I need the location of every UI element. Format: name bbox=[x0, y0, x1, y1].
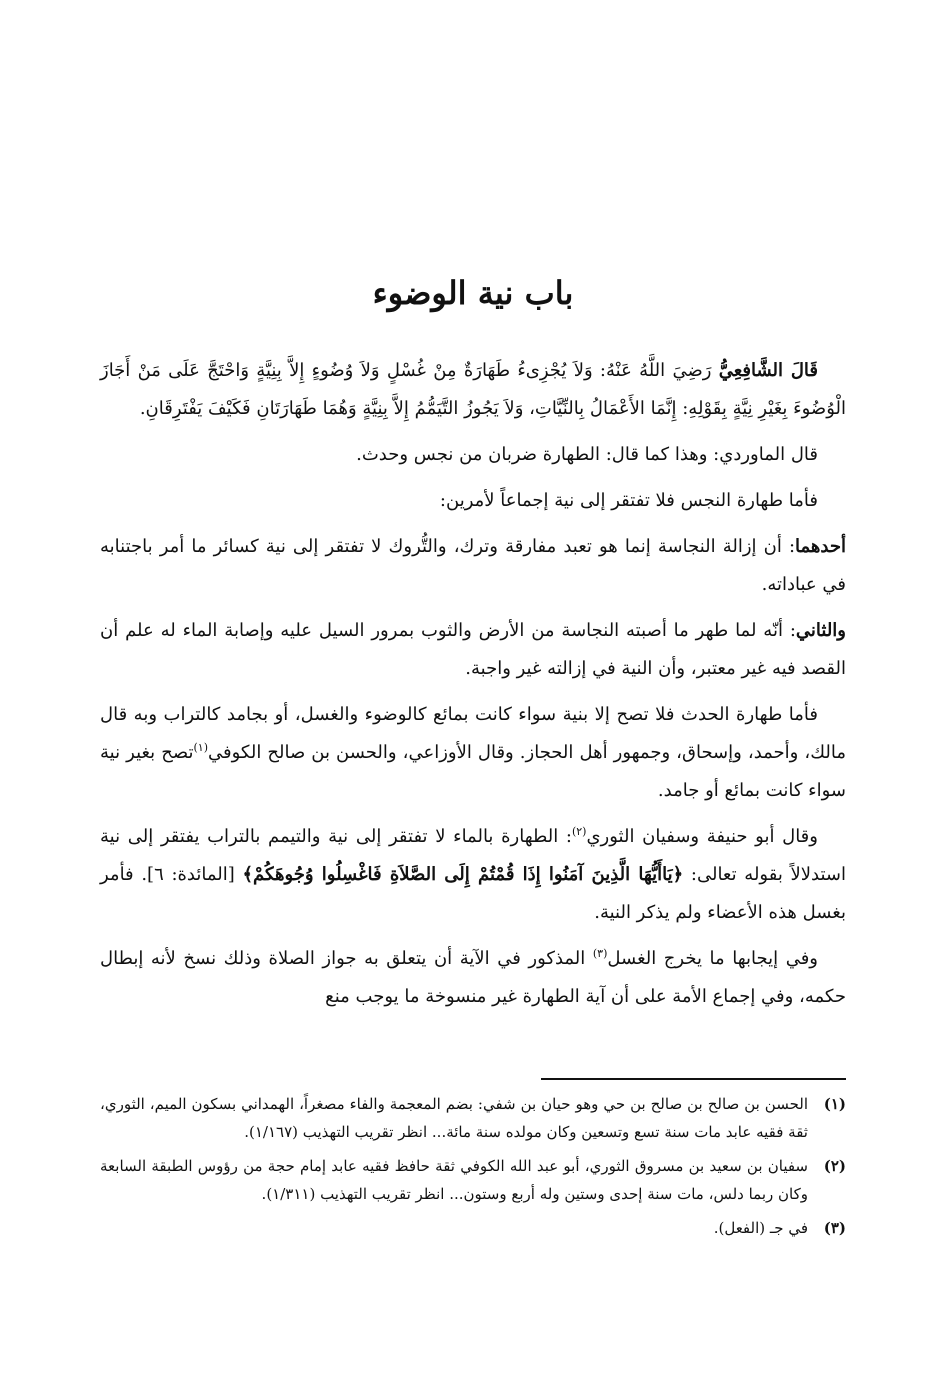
paragraph-body: فأما طهارة الحدث فلا تصح إلا بنية سواء كانت بمائع كالوضوء والغسل، أو بجامد كالتراب وبه قال مالك، وأحمد، وإسحاق، وجمهور أهل الحجاز. وقال الأوزاعي، والحسن بن صالح الكوفي bbox=[100, 704, 846, 763]
footnote-separator bbox=[541, 1078, 846, 1080]
paragraph-body-cont: تصح بغير نية سواء كانت بمائع أو جامد. bbox=[100, 742, 846, 801]
paragraph-lead: قَالَ الشَّافِعِيُّ bbox=[718, 360, 818, 381]
paragraph-body: وفي إيجابها ما يخرج الغسل bbox=[607, 948, 818, 969]
footnote-1 bbox=[100, 1090, 846, 1146]
book-page bbox=[100, 0, 846, 1375]
paragraph-body: قال الماوردي: وهذا كما قال: الطهارة ضربان من نجس وحدث. bbox=[356, 444, 818, 465]
paragraph-body-cont: المذكور في الآية أن يتعلق به جواز الصلاة وذلك نسخ لأنه إبطال حكمه، وفي إجماع الأمة على أن آية الطهارة غير منسوخة ما يوجب منع bbox=[100, 948, 846, 1007]
chapter-title: باب نية الوضوء bbox=[372, 274, 574, 312]
paragraph-first-reason bbox=[100, 528, 846, 604]
footnote-number: (١) bbox=[823, 1095, 846, 1113]
footnote-ref-3[interactable]: (٣) bbox=[592, 947, 608, 960]
main-text bbox=[100, 352, 846, 1024]
footnote-ref-1[interactable]: (١) bbox=[193, 741, 208, 754]
quran-verse: ﴿يَاأَيُّهَا الَّذِينَ آمَنُوا إِذَا قُمْتُمْ إِلَى الصَّلاَةِ فَاغْسِلُوا وُجُوهَكُمْ﴾ bbox=[242, 864, 684, 885]
footnote-3 bbox=[100, 1214, 846, 1242]
paragraph-hadath bbox=[100, 696, 846, 810]
footnote-2 bbox=[100, 1152, 846, 1208]
paragraph-najas bbox=[100, 482, 846, 520]
paragraph-body: : أن إزالة النجاسة إنما هو تعبد مفارقة وترك، والتُّروك لا تفتقر إلى نية كسائر ما أمر باجتنابه في عباداته. bbox=[100, 536, 846, 595]
paragraph-shafii-text bbox=[100, 352, 846, 428]
paragraph-body: وقال أبو حنيفة وسفيان الثوري bbox=[586, 826, 818, 847]
footnote-ref-2[interactable]: (٢) bbox=[571, 825, 587, 838]
paragraph-abu-hanifa bbox=[100, 818, 846, 932]
footnote-number: (٣) bbox=[823, 1219, 846, 1237]
paragraph-second-reason bbox=[100, 612, 846, 688]
paragraph-body: : أنّه لما طهر ما أصبته النجاسة من الأرض والثوب بمرور السيل عليه وإصابة الماء له علم أن القصد فيه غير معتبر، وأن النية في إزالته غير واجبة. bbox=[100, 620, 846, 679]
footnote-text: سفيان بن سعيد بن مسروق الثوري، أبو عبد الله الكوفي ثقة حافظ فقيه عابد إمام حجة من رؤوس الطبقة السابعة وكان ربما دلس، مات سنة إحدى وستين وله أربع وستون... انظر تقريب التهذيب (١/٣١١). bbox=[100, 1157, 809, 1203]
footnote-number: (٢) bbox=[823, 1157, 846, 1175]
footnote-text: الحسن بن صالح بن صالح بن حي وهو حيان بن شفي: بضم المعجمة والفاء مصغراً، الهمداني بسكون الميم، الثوري، ثقة فقيه عابد مات سنة تسع وتسعين وكان مولده سنة مائة... انظر تقريب التهذيب (١/١٦٧). bbox=[100, 1095, 808, 1141]
paragraph-lead: والثاني bbox=[795, 620, 846, 641]
paragraph-lead: أحدهما bbox=[795, 536, 846, 557]
paragraph-body-end: [المائدة: ٦]. فأمر بغسل هذه الأعضاء ولم يذكر النية. bbox=[100, 864, 846, 923]
footnote-text: في جـ (الفعل). bbox=[713, 1219, 808, 1237]
paragraph-ghusl bbox=[100, 940, 846, 1016]
footnotes bbox=[100, 1090, 846, 1248]
paragraph-body: رَضِيَ اللَّهُ عَنْهُ: وَلاَ يُجْزِىءُ طَهَارَةٌ مِنْ غُسْلٍ وَلاَ وُضُوءٍ إِلاَّ بِنِيَّةٍ وَاحْتَجَّ عَلَى مَنْ أَجَازَ الْوُضُوءَ بِغَيْرِ نِيَّةٍ بِقَوْلِهِ: إِنَّمَا الأَعْمَالُ بِالنِّيَّاتِ، وَلاَ يَجُوزُ التَّيَمُّمُ إِلاَّ بِنِيَّةٍ وَهُمَا طَهَارَتَانِ فَكَيْفَ يَفْتَرِقَانِ. bbox=[100, 360, 846, 419]
paragraph-mawardi bbox=[100, 436, 846, 474]
paragraph-body-cont: : الطهارة بالماء لا تفتقر إلى نية والتيمم بالتراب يفتقر إلى نية استدلالاً بقوله تعالى: bbox=[100, 826, 847, 885]
paragraph-body: فأما طهارة النجس فلا تفتقر إلى نية إجماعاً لأمرين: bbox=[439, 490, 818, 511]
